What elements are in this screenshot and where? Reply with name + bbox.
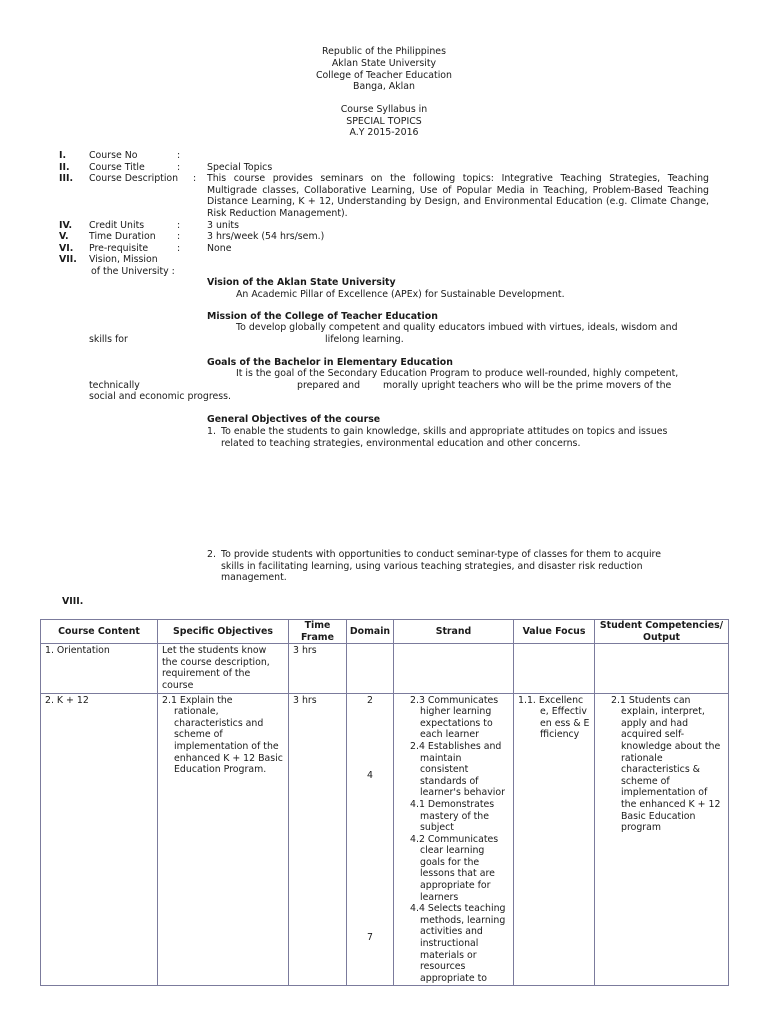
domain-value: 7 xyxy=(367,931,373,943)
course-description-value: This course provides seminars on the following topics: Integrative Teaching Strategies, Teaching Multigrade classes, Collaborative Learning, Use of Popular Media in Teaching, Problem-Based Teaching Distance Learning, K + 12, Understanding by Design, and Environmental Education (e.g. Climate Change, Risk Reduction Management). xyxy=(207,173,709,219)
syllabus-table xyxy=(40,619,729,986)
info-sep: : xyxy=(193,173,197,184)
goals-text-line2b: prepared and xyxy=(297,380,361,391)
cell-competency xyxy=(595,693,729,986)
cell-objectives xyxy=(158,693,289,986)
strand-item: 2.4 Establishes and maintain consistent standards of learner's behavior xyxy=(410,740,505,799)
info-label: Credit Units xyxy=(89,220,145,231)
info-num: VII. xyxy=(59,254,77,265)
objective-1-number: 1. xyxy=(207,426,216,437)
info-num: V. xyxy=(59,231,69,242)
vision-text: An Academic Pillar of Excellence (APEx) for Sustainable Development. xyxy=(236,289,565,300)
mission-text-line2a: skills for xyxy=(89,334,128,345)
goals-text-line2c: morally upright teachers who will be the prime movers of the xyxy=(383,380,672,391)
objective-number-line: 2.1 Explain the xyxy=(162,694,233,706)
header-strand: Strand xyxy=(394,620,514,644)
time-duration-value: 3 hrs/week (54 hrs/sem.) xyxy=(207,231,325,242)
cell-domain xyxy=(347,693,394,986)
header-value-focus: Value Focus xyxy=(514,620,595,644)
objective-2-line1: To provide students with opportunities to conduct seminar-type of classes for them to acquire xyxy=(221,549,661,560)
info-sep: : xyxy=(177,162,181,173)
objective-2-line2: skills in facilitating learning, using various teaching strategies, and disaster risk reduction xyxy=(221,561,643,572)
objective-1-line1: To enable the students to gain knowledge, skills and appropriate attitudes on topics and issues xyxy=(221,426,668,437)
section-viii-label: VIII. xyxy=(62,596,84,607)
objective-2-line3: management. xyxy=(221,572,287,583)
cell-domain xyxy=(347,644,394,693)
header-specific-objectives: Specific Objectives xyxy=(158,620,289,644)
cell-content: 1. Orientation xyxy=(41,644,158,693)
header-line-republic: Republic of the Philippines xyxy=(322,46,446,57)
table-row xyxy=(41,693,729,986)
goals-heading: Goals of the Bachelor in Elementary Education xyxy=(207,357,453,368)
table-header-row xyxy=(41,620,729,644)
header-line-college: College of Teacher Education xyxy=(316,70,452,81)
info-label: Pre-requisite xyxy=(89,243,149,254)
prerequisite-value: None xyxy=(207,243,232,254)
cell-competency xyxy=(595,644,729,693)
info-sep: : xyxy=(177,150,181,161)
cell-value xyxy=(514,644,595,693)
header-line-location: Banga, Aklan xyxy=(353,81,415,92)
info-num: I. xyxy=(59,150,67,161)
mission-text-line1: To develop globally competent and quality educators imbued with virtues, ideals, wisdom and xyxy=(236,322,678,333)
cell-time: 3 hrs xyxy=(289,693,347,986)
mission-heading: Mission of the College of Teacher Education xyxy=(207,311,438,322)
mission-text-line2b: lifelong learning. xyxy=(325,334,404,345)
table-row xyxy=(41,644,729,693)
info-sep: : xyxy=(177,243,181,254)
objectives-heading: General Objectives of the course xyxy=(207,414,381,425)
info-num: III. xyxy=(59,173,74,184)
objective-text: rationale, characteristics and scheme of implementation of the enhanced K + 12 Basic Education Program. xyxy=(174,706,283,776)
cell-strand xyxy=(394,693,514,986)
info-label: Time Duration xyxy=(89,231,156,242)
info-label: Course Title xyxy=(89,162,145,173)
cell-time: 3 hrs xyxy=(289,644,347,693)
header-line-university: Aklan State University xyxy=(331,58,437,69)
header-course-content: Course Content xyxy=(41,620,158,644)
info-num: II. xyxy=(59,162,70,173)
domain-value: 4 xyxy=(367,769,373,781)
header-student-competencies: Student Competencies/ Output xyxy=(595,620,729,644)
objective-1-line2: related to teaching strategies, environmental education and other concerns. xyxy=(221,438,581,449)
info-label: Course Description xyxy=(89,173,179,184)
competency-text: 2.1 Students can explain, interpret, apply and had acquired self-knowledge about the rationale characteristics & scheme of implementation of the enhanced K + 12 Basic Education program xyxy=(611,694,721,834)
info-sep: : xyxy=(177,220,181,231)
domain-value: 2 xyxy=(367,694,373,706)
info-num: IV. xyxy=(59,220,73,231)
cell-objectives: Let the students know the course description, requirement of the course xyxy=(158,644,289,693)
info-label: Vision, Mission xyxy=(89,254,158,265)
syllabus-academic-year: A.Y 2015-2016 xyxy=(349,127,419,138)
cell-value xyxy=(514,693,595,986)
strand-item: 4.4 Selects teaching methods, learning activities and instructional materials or resources appropriate to xyxy=(410,903,506,984)
value-focus-text: 1.1. Excellenc e, Effectiven ess & Efficiency xyxy=(518,694,590,741)
strand-item: 4.1 Demonstrates mastery of the subject xyxy=(410,798,495,834)
strand-item: 4.2 Communicates clear learning goals for the lessons that are appropriate for learners xyxy=(410,833,499,903)
credit-units-value: 3 units xyxy=(207,220,239,231)
syllabus-title-line1: Course Syllabus in xyxy=(340,104,428,115)
goals-text-line1: It is the goal of the Secondary Education Program to produce well-rounded, highly competent, xyxy=(236,368,679,379)
goals-text-line2a: technically xyxy=(89,380,140,391)
header-domain: Domain xyxy=(347,620,394,644)
info-label-continued: of the University : xyxy=(91,266,175,277)
cell-content: 2. K + 12 xyxy=(41,693,158,986)
info-label: Course No xyxy=(89,150,138,161)
course-title-value: Special Topics xyxy=(207,162,273,173)
info-sep: : xyxy=(177,231,181,242)
objective-2-number: 2. xyxy=(207,549,216,560)
syllabus-title-course: SPECIAL TOPICS xyxy=(346,116,422,127)
strand-item: 2.3 Communicates higher learning expectations to each learner xyxy=(410,694,499,741)
cell-strand xyxy=(394,644,514,693)
goals-text-line3: social and economic progress. xyxy=(89,391,231,402)
header-time-frame: Time Frame xyxy=(289,620,347,644)
vision-heading: Vision of the Aklan State University xyxy=(207,277,396,288)
info-num: VI. xyxy=(59,243,74,254)
